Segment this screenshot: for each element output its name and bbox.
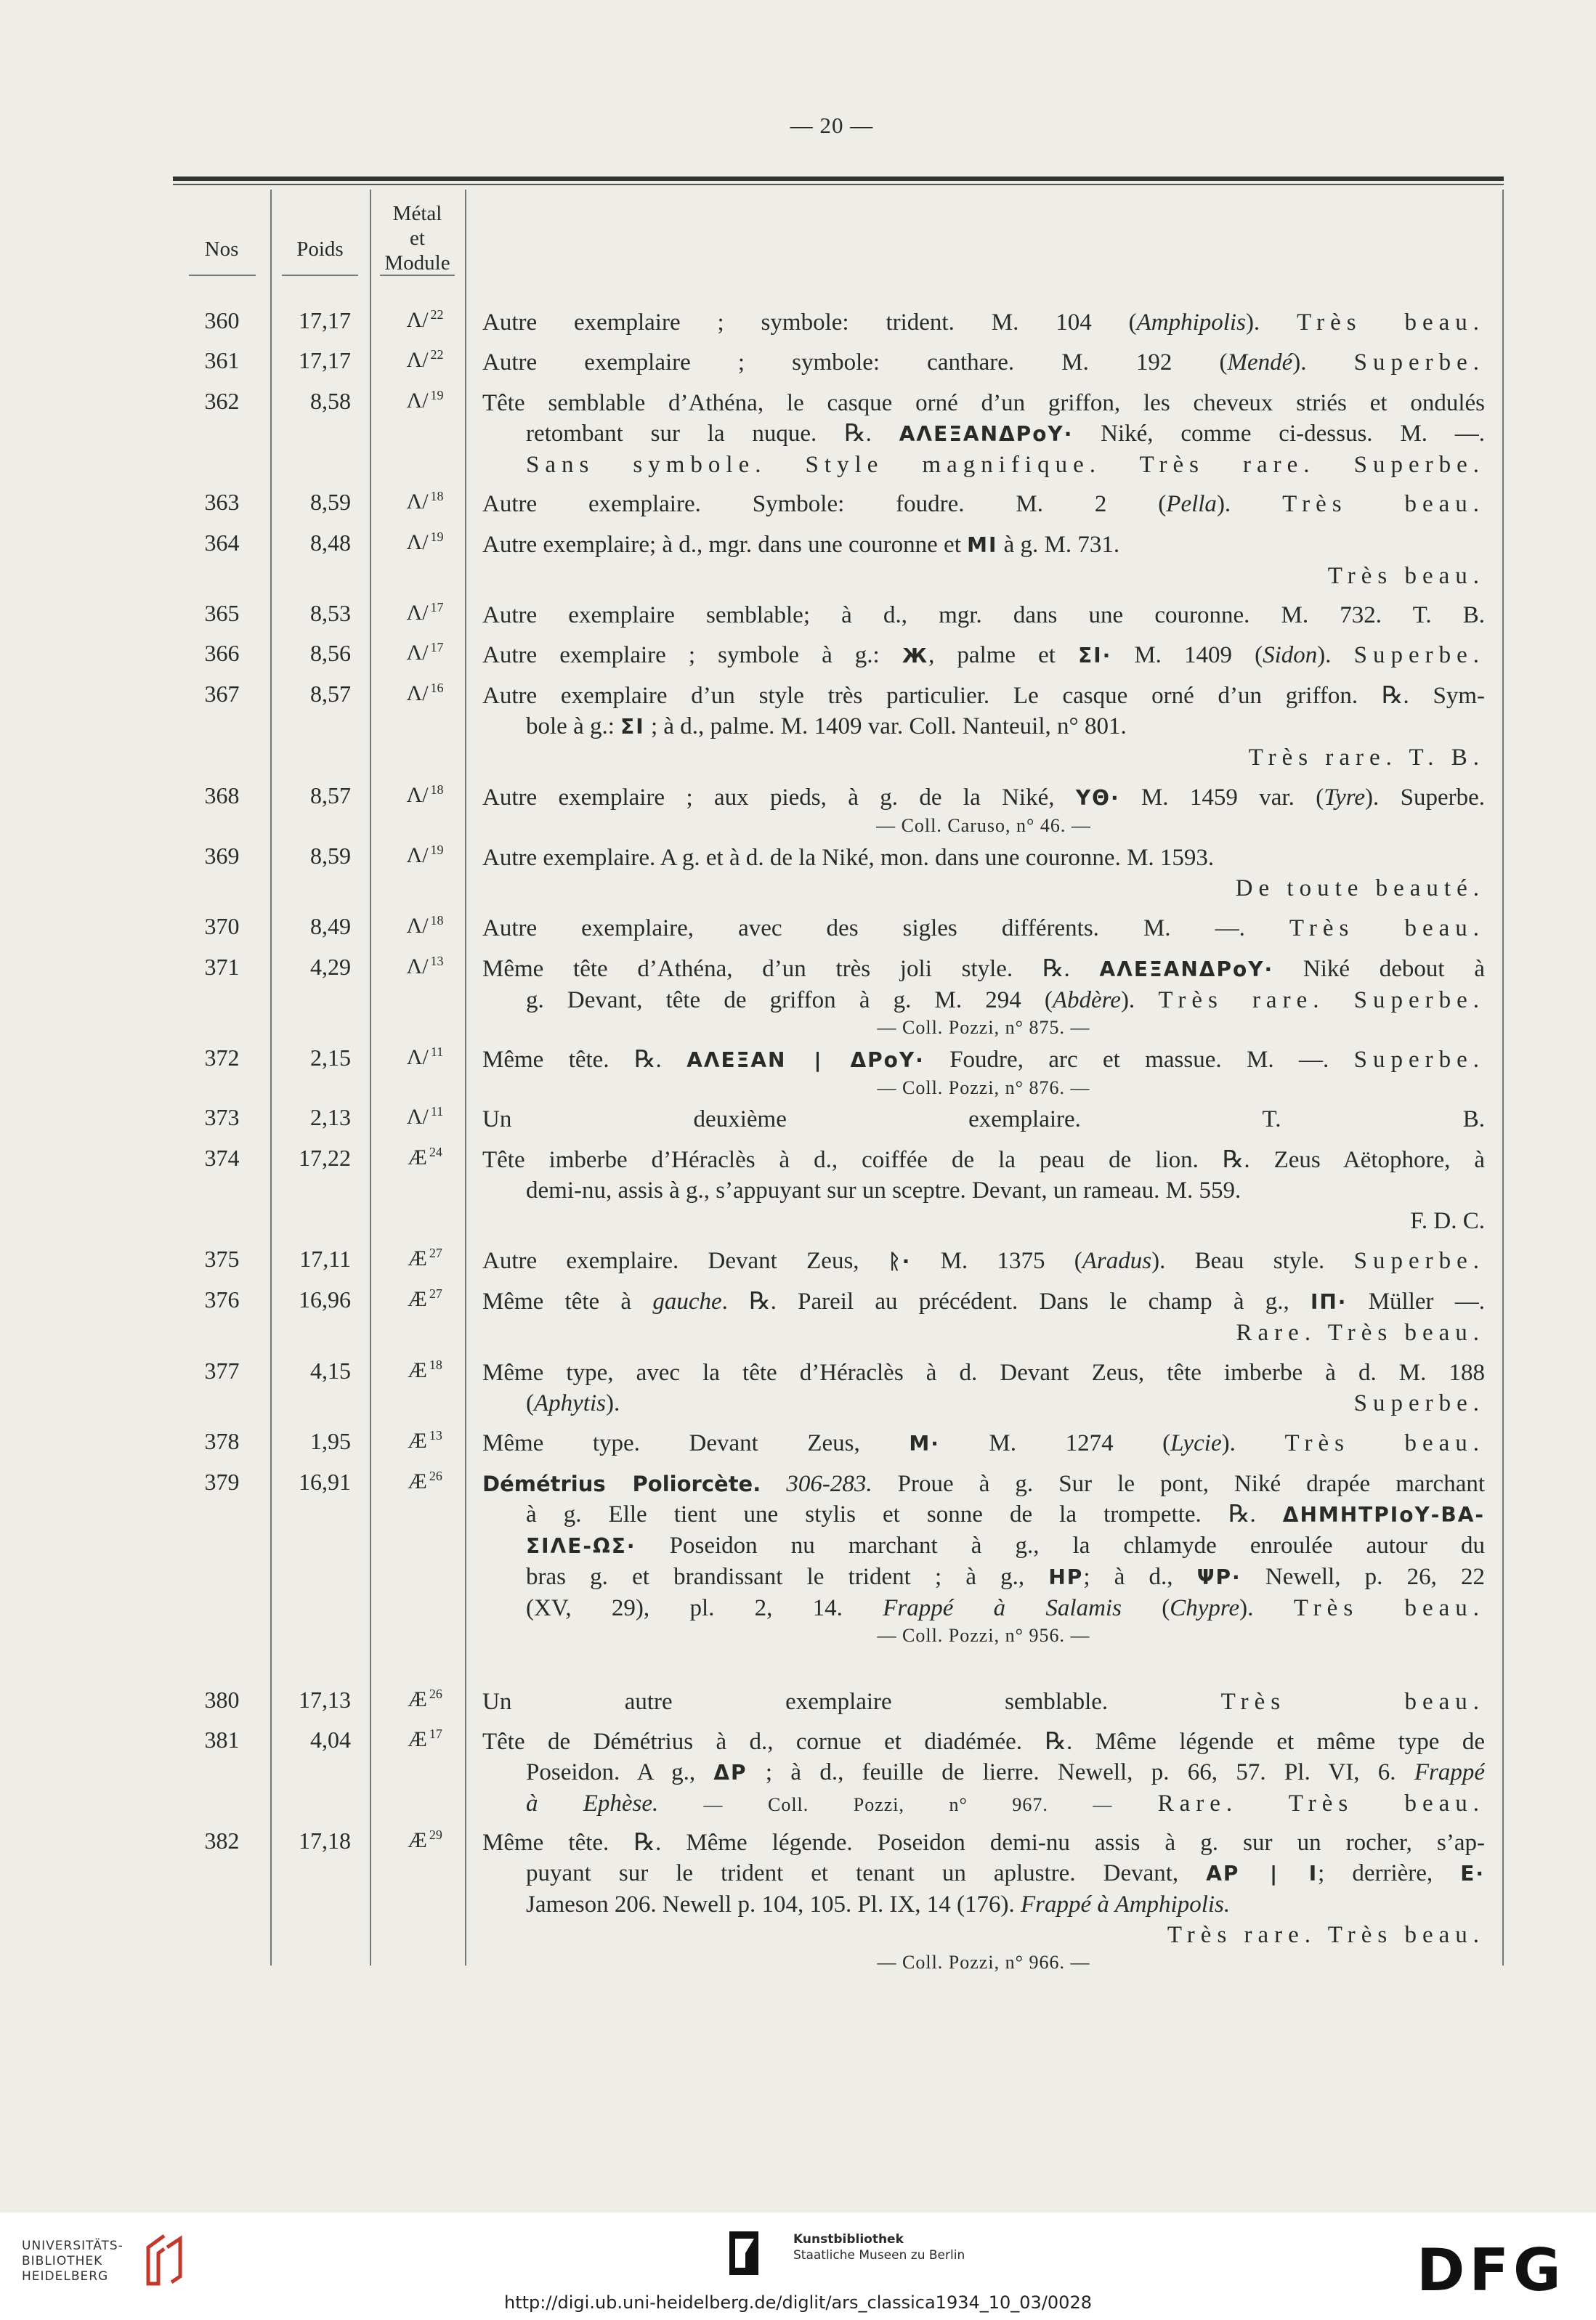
row-description: Même tête. ℞. Même légende. Poseidon demi-nu assis à g. sur un rocher, s’ap- puyant sur le trident et tenant un aplustre. Devant, ΑΡ | Ι; derrière, Ε· Jameson 206. Newell p. 104, 105. Pl. IX, 14 (176). Frappé à Amphipolis. Très rare. Très beau. — Coll. Pozzi, n° 966. — [482,1828,1485,1975]
quality-grade: Très beau. [1297,309,1485,336]
row-description: Démétrius Poliorcète. 306-283. Proue à g. Sur le pont, Niké drapée marchant à g. Elle tient une stylis et sonne de la trompette. ℞. ΔΗΜΗΤΡΙοΥ-ΒΑ- ΣΙΛΕ-ΩΣ· Poseidon nu marchant à g., la chlamyde enroulée autour du bras g. et brandissant le trident ; à g., ΗΡ; à d., ΨΡ· Newell, p. 26, 22 (XV, 29), pl. 2, 14. Frappé à Salamis (Chypre). Très beau. — Coll. Pozzi, n° 956. — [482,1469,1485,1648]
row-number: 378 [204,1428,240,1454]
quality-grade: T. B. [1412,602,1485,628]
row-description: Autre exemplaire, avec des sigles différents. M. —. Très beau. [482,915,1485,941]
header-underline [282,275,358,276]
quality-grade: Très beau. [1289,915,1485,941]
row-metal: Λ/ $^{22}$ [406,347,444,372]
row-weight: 8,59 [310,489,351,515]
row-metal: Æ $^{26}$ [408,1687,442,1711]
row-number: 361 [204,347,240,373]
row-metal: Λ/ $^{19}$ [406,843,444,867]
row-weight: 8,49 [310,913,351,939]
row-number: 366 [204,640,240,666]
row-description: Même tête à gauche. ℞. Pareil au précédent. Dans le champ à g., ΙΠ· Müller —. Rare. Très beau. [482,1286,1485,1348]
row-number: 362 [204,388,240,414]
coin-legend: ΙΠ· [1310,1290,1348,1314]
quality-grade: Superbe. [1353,1047,1485,1073]
quality-grade: Superbe. [1353,1390,1485,1416]
collection-note: — Coll. Pozzi, n° 876. — [877,1077,1090,1098]
coin-legend: ΣΙ [620,715,645,739]
row-metal: Λ/ $^{16}$ [406,681,444,705]
coin-legend: ΥΘ· [1075,786,1120,810]
quality-grade: Très beau. [1293,1595,1485,1621]
row-weight: 2,15 [310,1045,351,1071]
quality-grade: Superbe. [1353,1248,1485,1274]
quality-grade: Très rare. Très beau. [1167,1922,1485,1948]
row-metal: Λ/ $^{19}$ [406,530,444,554]
row-description: Tête semblable d’Athéna, le casque orné d’un griffon, les cheveux striés et ondulés retombant sur la nuque. ℞. ΑΛΕΞΑΝΔΡοΥ· Niké, comme ci-dessus. M. —. Sans symbole. Style magnifique. Très rare. Superbe. [482,388,1485,480]
row-number: 360 [204,307,240,333]
row-description: Même tête d’Athéna, d’un très joli style. ℞. ΑΛΕΞΑΝΔΡοΥ· Niké debout à g. Devant, tête de griffon à g. M. 294 (Abdère). Très rare. Superbe. — Coll. Pozzi, n° 875. — [482,954,1485,1040]
row-number: 380 [204,1687,240,1713]
row-weight: 1,95 [310,1428,351,1454]
quality-grade: Très beau. [1284,1430,1485,1456]
kunstbibliothek-label: Kunstbibliothek Staatliche Museen zu Berlin [793,2232,965,2263]
permalink-url[interactable]: http://digi.ub.uni-heidelberg.de/diglit/ars_classica1934_10_03/0028 [503,2292,1092,2313]
monogram: ΔΡ [713,1761,748,1785]
row-number: 373 [204,1104,240,1130]
row-weight: 8,59 [310,843,351,869]
row-weight: 4,15 [310,1358,351,1384]
quality-grade: Superbe. [1400,784,1485,811]
row-weight: 16,96 [299,1286,351,1313]
quality-grade: Très beau. [1220,1689,1485,1715]
page-number: — 20 — [790,113,874,138]
row-number: 376 [204,1286,240,1313]
row-description: Autre exemplaire ; aux pieds, à g. de la Niké, ΥΘ· M. 1459 var. (Tyre). Superbe. — Coll. Caruso, n° 46. — [482,782,1485,838]
collection-note: — Coll. Pozzi, n° 956. — [877,1625,1090,1646]
row-description: Autre exemplaire; à d., mgr. dans une couronne et ΜΙ à g. M. 731. Très beau. [482,530,1485,591]
row-metal: Λ/ $^{17}$ [406,600,444,625]
coin-legend: ΔΗΜΗΤΡΙοΥ-ΒΑ- [1282,1503,1485,1527]
row-description: Autre exemplaire. A g. et à d. de la Niké, mon. dans une couronne. M. 1593. De toute beauté. [482,843,1485,904]
row-number: 381 [204,1727,240,1753]
table-top-rule-thin [173,184,1504,185]
header-metal-line1: Métal [392,202,442,225]
kunstbibliothek-logo-icon[interactable] [729,2231,758,2275]
row-weight: 8,48 [310,530,351,556]
row-number: 368 [204,782,240,808]
row-description: Autre exemplaire ; symbole: trident. M. 104 (Amphipolis). Très beau. [482,309,1485,336]
monogram: Ε· [1460,1862,1485,1886]
row-weight: 17,17 [299,307,351,333]
quality-grade: Très beau. [1327,563,1485,589]
quality-grade: De toute beauté. [1235,875,1485,901]
quality-grade: Rare. Très beau. [1236,1320,1485,1346]
row-number: 371 [204,954,240,980]
row-weight: 17,22 [299,1145,351,1171]
row-metal: Λ/ $^{18}$ [406,782,444,807]
row-description: Tête imberbe d’Héraclès à d., coiffée de la peau de lion. ℞. Zeus Aëtophore, à demi-nu, assis à g., s’appuyant sur un sceptre. Devant, un rameau. M. 559. F. D. C. [482,1145,1485,1236]
row-number: 379 [204,1469,240,1495]
collection-note: — Coll. Pozzi, n° 875. — [877,1017,1090,1038]
row-metal: Æ $^{26}$ [408,1469,442,1493]
coin-legend: ΣΙΛΕ-ΩΣ· [526,1534,636,1558]
row-metal: Æ $^{27}$ [408,1246,442,1270]
row-weight: 4,04 [310,1727,351,1753]
coin-legend: ΜΙ [967,533,998,557]
coin-table [173,177,1504,1973]
row-metal: Λ/ $^{13}$ [406,954,444,978]
collection-note: — Coll. Pozzi, n° 967. — [703,1794,1113,1815]
collection-note: — Coll. Caruso, n° 46. — [876,815,1091,836]
column-divider [370,190,371,1966]
footer-bar [0,2212,1596,2320]
quality-grade: Rare. Très beau. [1157,1790,1485,1817]
monogram: ΨΡ· [1196,1565,1241,1589]
row-weight: 8,57 [310,782,351,808]
row-metal: Æ $^{17}$ [408,1727,442,1751]
row-weight: 2,13 [310,1104,351,1130]
row-weight: 8,56 [310,640,351,666]
row-description: Même type. Devant Zeus, Μ· M. 1274 (Lycie). Très beau. [482,1430,1485,1456]
monogram: ΑΡ | Ι [1206,1862,1318,1886]
row-description: Un autre exemplaire semblable. Très beau. [482,1689,1485,1715]
row-metal: Λ/ $^{17}$ [406,640,444,665]
header-metal-line2: et [410,227,425,250]
ruler-name: Démétrius Poliorcète. [482,1472,761,1496]
row-metal: Æ $^{24}$ [408,1145,442,1169]
row-metal: Λ/ $^{18}$ [406,913,444,938]
row-description: Autre exemplaire ; symbole à g.: Ж, palme et ΣΙ· M. 1409 (Sidon). Superbe. [482,642,1485,668]
ub-heidelberg-emblem-icon[interactable] [142,2231,186,2289]
row-metal: Æ $^{27}$ [408,1286,442,1311]
row-description: Autre exemplaire ; symbole: canthare. M. 192 (Mendé). Superbe. [482,349,1485,376]
row-weight: 8,57 [310,681,351,707]
monogram: ΗΡ [1048,1565,1084,1589]
row-metal: Λ/ $^{18}$ [406,489,444,514]
row-weight: 17,17 [299,347,351,373]
row-number: 370 [204,913,240,939]
symbol-glyph: Ж [902,644,929,668]
quality-grade: Très rare. Superbe. [1158,987,1485,1013]
row-weight: 4,29 [310,954,351,980]
ub-heidelberg-logo-text[interactable]: UNIVERSITÄTS- BIBLIOTHEK HEIDELBERG [22,2239,123,2284]
row-description: Même type, avec la tête d’Héraclès à d. Devant Zeus, tête imberbe à d. M. 188 (Aphytis). Superbe. [482,1360,1485,1416]
coin-legend: ΣΙ· [1078,644,1112,668]
row-weight: 8,58 [310,388,351,414]
row-weight: 17,13 [299,1687,351,1713]
row-weight: 8,53 [310,600,351,626]
header-weight: Poids [296,238,344,261]
row-description: Un deuxième exemplaire. T. B. [482,1106,1485,1132]
header-metal [370,191,465,285]
row-number: 367 [204,681,240,707]
row-number: 369 [204,843,240,869]
coin-legend: ᚱ· [888,1249,912,1273]
collection-note: — Coll. Pozzi, n° 966. — [877,1952,1090,1973]
quality-grade: T. B. [1262,1106,1485,1132]
row-number: 374 [204,1145,240,1171]
column-divider [1502,190,1504,1966]
row-number: 365 [204,600,240,626]
header-underline [380,275,455,276]
row-description: Autre exemplaire. Devant Zeus, ᚱ· M. 1375 (Aradus). Beau style. Superbe. [482,1248,1485,1274]
coin-legend: ΑΛΕΞΑΝΔΡοΥ· [1099,957,1274,981]
row-number: 363 [204,489,240,515]
quality-grade: F. D. C. [1410,1208,1485,1234]
header-underline [189,275,256,276]
quality-grade: Sans symbole. Style magnifique. Très rare. Superbe. [526,452,1485,478]
row-number: 382 [204,1828,240,1854]
coin-legend: ΑΛΕΞΑΝ | ΔΡοΥ· [686,1048,925,1072]
row-number: 372 [204,1045,240,1071]
row-metal: Æ $^{29}$ [408,1828,442,1852]
row-metal: Λ/ $^{11}$ [406,1045,444,1069]
row-number: 364 [204,530,240,556]
coin-legend: Μ· [909,1432,940,1456]
quality-grade: Très beau. [1282,491,1485,517]
quality-grade: Superbe. [1353,642,1485,668]
row-metal: Æ $^{13}$ [408,1428,442,1453]
row-weight: 17,11 [299,1246,351,1272]
table-top-rule [173,177,1504,181]
row-metal: Λ/ $^{22}$ [406,307,444,332]
row-weight: 16,91 [299,1469,351,1495]
dfg-logo[interactable]: DFG [1417,2236,1565,2304]
header-no: Nos [204,238,239,261]
row-number: 375 [204,1246,240,1272]
row-description: Autre exemplaire d’un style très particulier. Le casque orné d’un griffon. ℞. Sym- bole à g.: ΣΙ ; à d., palme. M. 1409 var. Coll. Nanteuil, n° 801. Très rare. T. B. [482,681,1485,773]
row-description: Même tête. ℞. ΑΛΕΞΑΝ | ΔΡοΥ· Foudre, arc et massue. M. —. Superbe. — Coll. Pozzi, n° 876. — [482,1045,1485,1100]
header-metal-line3: Module [384,251,450,275]
row-metal: Æ $^{18}$ [408,1358,442,1382]
row-description: Tête de Démétrius à d., cornue et diadémée. ℞. Même légende et même type de Poseidon. A g., ΔΡ ; à d., feuille de lierre. Newell, p. 66, 57. Pl. VI, 6. Frappé à Ephèse. — Coll. Pozzi, n° 967. — Rare. Très beau. [482,1729,1485,1817]
quality-grade: Très rare. T. B. [1248,745,1485,771]
row-description: Autre exemplaire. Symbole: foudre. M. 2 (Pella). Très beau. [482,491,1485,517]
row-metal: Λ/ $^{19}$ [406,388,444,413]
row-weight: 17,18 [299,1828,351,1854]
row-metal: Λ/ $^{11}$ [406,1104,444,1129]
row-description: Autre exemplaire semblable; à d., mgr. dans une couronne. M. 732. T. B. [482,602,1485,628]
row-number: 377 [204,1358,240,1384]
coin-legend: ΑΛΕΞΑΝΔΡοΥ· [899,422,1074,446]
quality-grade: Superbe. [1353,349,1485,376]
